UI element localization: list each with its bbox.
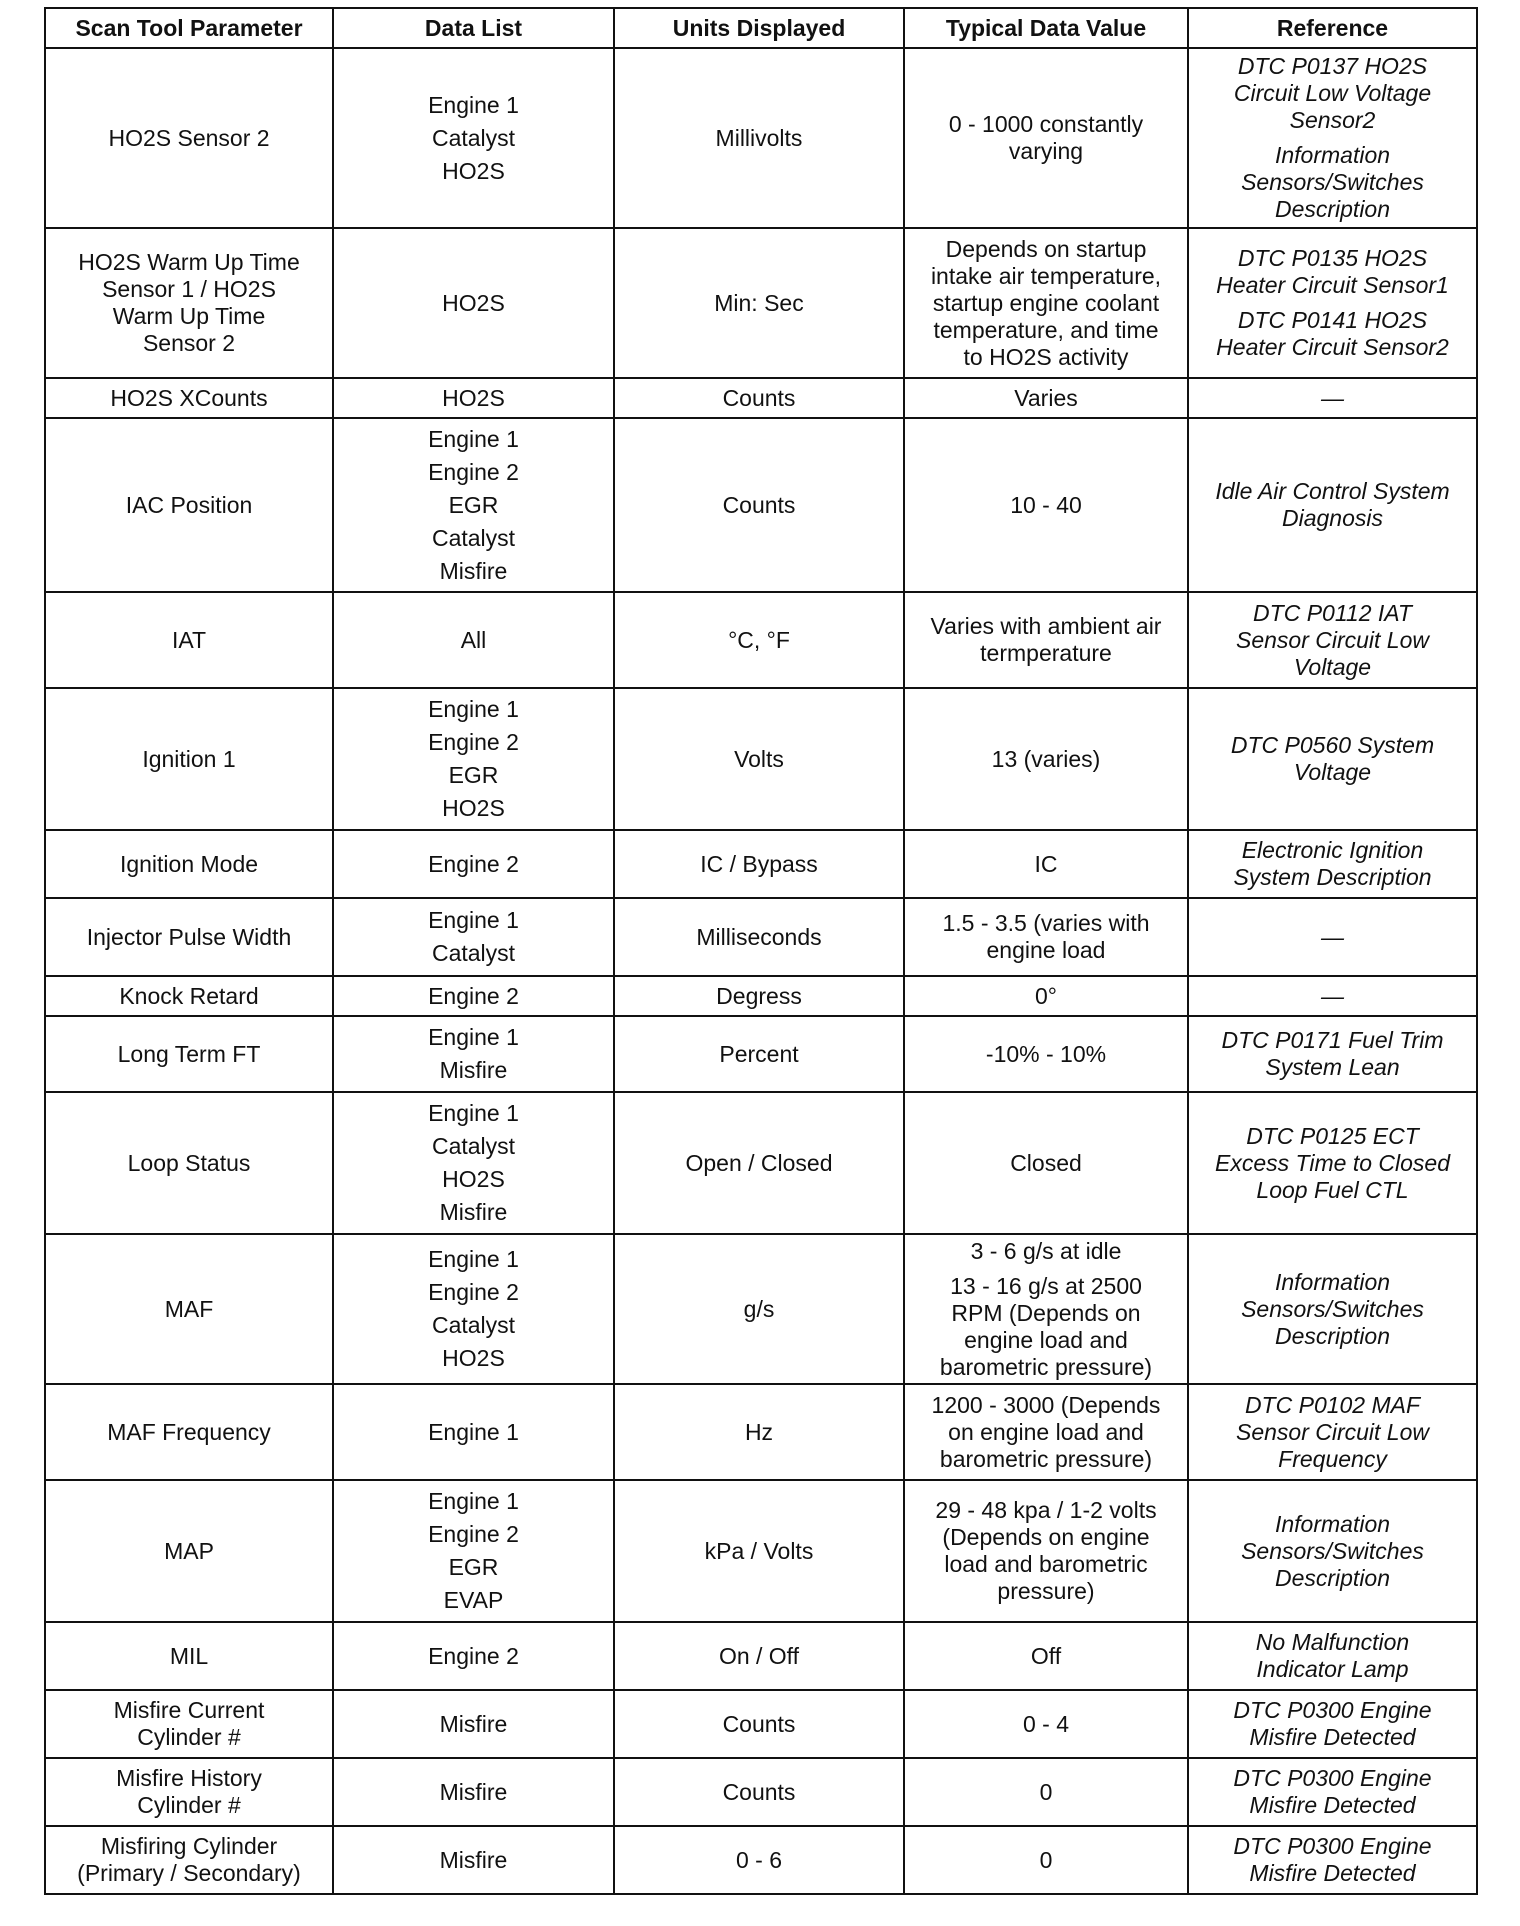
cell-typical-data-value-line: Depends on startup <box>945 235 1147 262</box>
cell-scan-tool-parameter-line: MAF Frequency <box>107 1418 271 1445</box>
cell-typical-data-value <box>904 1622 1188 1690</box>
cell-data-list-line: Engine 2 <box>428 982 519 1009</box>
cell-reference <box>1188 378 1477 418</box>
cell-reference-line: Voltage <box>1293 759 1372 785</box>
cell-data-list-line: Engine 1 <box>428 425 519 452</box>
cell-data-list-line: HO2S <box>442 384 505 411</box>
cell-reference-line: Indicator Lamp <box>1256 1656 1409 1682</box>
cell-typical-data-value-line: (Depends on engine <box>942 1524 1150 1550</box>
cell-scan-tool-parameter-line: MIL <box>169 1642 209 1669</box>
cell-units-displayed-line: g/s <box>743 1295 775 1322</box>
cell-reference-line: Misfire Detected <box>1249 1792 1416 1818</box>
cell-typical-data-value <box>904 688 1188 830</box>
cell-units-displayed-line: Min: Sec <box>714 289 804 316</box>
cell-reference <box>1188 418 1477 592</box>
cell-typical-data-value-line: engine load and <box>964 1326 1128 1353</box>
cell-reference-line: System Description <box>1233 864 1432 890</box>
cell-units-displayed-line: Millivolts <box>715 124 803 151</box>
cell-data-list <box>333 1826 614 1894</box>
table-row <box>45 1758 1477 1826</box>
cell-units-displayed <box>614 1622 904 1690</box>
cell-reference-line: Sensors/Switches <box>1241 1537 1424 1564</box>
cell-scan-tool-parameter-line: Cylinder # <box>137 1792 241 1818</box>
cell-data-list-line: Engine 2 <box>428 1279 519 1305</box>
header-typical-data-value: Typical Data Value <box>904 8 1188 48</box>
cell-reference-line: Sensor Circuit Low <box>1235 626 1430 653</box>
cell-scan-tool-parameter <box>45 1016 333 1092</box>
cell-typical-data-value-line: 0° <box>1035 982 1057 1009</box>
cell-scan-tool-parameter-line: Ignition Mode <box>119 850 259 877</box>
cell-reference-line: Circuit Low Voltage <box>1233 80 1432 106</box>
paragraph-gap <box>1195 134 1470 142</box>
cell-data-list-line: Engine 1 <box>428 1024 519 1050</box>
table-row <box>45 1384 1477 1480</box>
cell-units-displayed-line: kPa / Volts <box>704 1537 814 1564</box>
cell-reference <box>1188 1016 1477 1092</box>
cell-units-displayed <box>614 830 904 898</box>
cell-units-displayed <box>614 1480 904 1622</box>
cell-typical-data-value-line: Closed <box>1010 1149 1082 1176</box>
cell-units-displayed <box>614 1690 904 1758</box>
cell-reference-line: Information <box>1274 1510 1391 1537</box>
cell-scan-tool-parameter <box>45 976 333 1016</box>
cell-reference-line: DTC P0135 HO2S <box>1237 245 1428 271</box>
cell-data-list-line: All <box>460 626 487 653</box>
cell-data-list-line: Catalyst <box>431 940 516 966</box>
table-row <box>45 898 1477 976</box>
cell-data-list-line: Engine 1 <box>428 696 519 722</box>
table-row <box>45 830 1477 898</box>
cell-reference-line: — <box>1321 982 1344 1009</box>
cell-reference-line: — <box>1321 384 1344 411</box>
cell-scan-tool-parameter-line: Long Term FT <box>117 1040 261 1067</box>
cell-scan-tool-parameter <box>45 1690 333 1758</box>
cell-typical-data-value-line: termperature <box>980 640 1112 666</box>
cell-data-list-line: Misfire <box>439 1710 508 1737</box>
table-row <box>45 1690 1477 1758</box>
cell-typical-data-value-line: engine load <box>986 937 1106 963</box>
cell-units-displayed-line: Volts <box>734 745 784 772</box>
cell-reference-line: Sensors/Switches <box>1241 1295 1424 1322</box>
cell-reference-line: DTC P0300 Engine <box>1233 1765 1432 1791</box>
cell-data-list <box>333 48 614 228</box>
cell-data-list <box>333 976 614 1016</box>
cell-typical-data-value <box>904 1758 1188 1826</box>
cell-typical-data-value-line: 0 - 1000 constantly <box>948 111 1144 137</box>
cell-reference-line: Idle Air Control System <box>1215 478 1450 504</box>
table-row <box>45 1016 1477 1092</box>
cell-data-list <box>333 898 614 976</box>
header-row <box>45 8 1477 48</box>
cell-reference <box>1188 976 1477 1016</box>
cell-typical-data-value-line: barometric pressure) <box>939 1353 1153 1380</box>
cell-data-list-line: HO2S <box>442 289 505 316</box>
cell-units-displayed-line: Counts <box>722 384 796 411</box>
cell-scan-tool-parameter-line: Injector Pulse Width <box>86 923 292 950</box>
cell-units-displayed-line: 0 - 6 <box>735 1846 783 1873</box>
cell-scan-tool-parameter-line: Misfiring Cylinder <box>100 1833 278 1859</box>
cell-reference <box>1188 1690 1477 1758</box>
cell-scan-tool-parameter <box>45 1234 333 1384</box>
cell-data-list-line: EGR <box>448 762 499 788</box>
cell-data-list-line: Engine 1 <box>428 1418 519 1445</box>
cell-units-displayed <box>614 1016 904 1092</box>
cell-units-displayed <box>614 1826 904 1894</box>
cell-data-list-line: Engine 1 <box>428 1246 519 1272</box>
cell-typical-data-value <box>904 976 1188 1016</box>
cell-typical-data-value-line: intake air temperature, <box>930 262 1162 289</box>
cell-scan-tool-parameter-line: Ignition 1 <box>142 745 236 772</box>
cell-reference-line: Description <box>1274 1322 1391 1349</box>
cell-scan-tool-parameter <box>45 592 333 688</box>
cell-reference-line: — <box>1321 923 1344 950</box>
cell-units-displayed-line: Counts <box>722 491 796 518</box>
table-row <box>45 976 1477 1016</box>
cell-reference <box>1188 1622 1477 1690</box>
cell-typical-data-value-line: Varies <box>1014 384 1078 411</box>
cell-reference-line: Heater Circuit Sensor1 <box>1216 272 1449 298</box>
cell-units-displayed <box>614 228 904 378</box>
table-row <box>45 1826 1477 1894</box>
cell-scan-tool-parameter <box>45 1826 333 1894</box>
cell-scan-tool-parameter-line: Misfire Current <box>113 1697 265 1723</box>
cell-units-displayed-line: On / Off <box>718 1642 800 1669</box>
cell-typical-data-value-line: Off <box>1030 1642 1062 1669</box>
cell-scan-tool-parameter <box>45 830 333 898</box>
cell-units-displayed <box>614 378 904 418</box>
cell-data-list-line: Engine 1 <box>428 1488 519 1514</box>
cell-data-list-line: Engine 2 <box>428 1521 519 1547</box>
cell-data-list <box>333 1384 614 1480</box>
cell-reference-line: DTC P0300 Engine <box>1233 1833 1432 1859</box>
cell-typical-data-value-line: temperature, and time <box>933 316 1159 343</box>
cell-reference <box>1188 1758 1477 1826</box>
cell-data-list-line: Engine 2 <box>428 850 519 877</box>
cell-reference-line: DTC P0112 IAT <box>1253 599 1412 626</box>
cell-data-list-line: Engine 1 <box>428 1100 519 1126</box>
cell-reference-line: Loop Fuel CTL <box>1256 1176 1409 1203</box>
cell-reference <box>1188 1480 1477 1622</box>
cell-units-displayed-line: Milliseconds <box>696 923 822 950</box>
cell-typical-data-value-line: load and barometric <box>944 1551 1148 1577</box>
cell-scan-tool-parameter <box>45 1480 333 1622</box>
cell-data-list-line: HO2S <box>442 1166 505 1192</box>
cell-typical-data-value-line: 0 <box>1039 1778 1053 1805</box>
cell-units-displayed <box>614 592 904 688</box>
cell-typical-data-value-line: 0 <box>1039 1846 1053 1873</box>
table-row <box>45 688 1477 830</box>
cell-scan-tool-parameter <box>45 228 333 378</box>
cell-typical-data-value <box>904 898 1188 976</box>
cell-scan-tool-parameter <box>45 898 333 976</box>
cell-scan-tool-parameter-line: (Primary / Secondary) <box>77 1860 301 1886</box>
cell-data-list-line: HO2S <box>442 795 505 821</box>
cell-reference-line: Heater Circuit Sensor2 <box>1216 334 1449 360</box>
cell-reference-line: Sensor Circuit Low <box>1235 1418 1430 1445</box>
cell-data-list <box>333 1622 614 1690</box>
table-row <box>45 1092 1477 1234</box>
cell-typical-data-value <box>904 1480 1188 1622</box>
cell-typical-data-value <box>904 1092 1188 1234</box>
cell-scan-tool-parameter <box>45 1622 333 1690</box>
table-row <box>45 48 1477 228</box>
cell-data-list-line: Misfire <box>439 1846 508 1873</box>
cell-typical-data-value-line: -10% - 10% <box>985 1040 1107 1067</box>
cell-data-list-line: Engine 2 <box>428 729 519 755</box>
cell-units-displayed <box>614 898 904 976</box>
cell-typical-data-value-line: 10 - 40 <box>1010 491 1082 518</box>
cell-typical-data-value <box>904 378 1188 418</box>
cell-typical-data-value <box>904 1384 1188 1480</box>
page <box>44 7 1476 1895</box>
cell-typical-data-value-line: 1.5 - 3.5 (varies with <box>942 910 1150 936</box>
cell-typical-data-value-line: barometric pressure) <box>939 1445 1153 1472</box>
cell-data-list <box>333 592 614 688</box>
cell-typical-data-value <box>904 1234 1188 1384</box>
header-scan-tool-parameter: Scan Tool Parameter <box>45 8 333 48</box>
cell-units-displayed-line: Percent <box>719 1040 799 1067</box>
cell-data-list-line: Misfire <box>439 1057 508 1083</box>
cell-units-displayed-line: Counts <box>722 1710 796 1737</box>
cell-data-list-line: Misfire <box>439 1199 508 1225</box>
table-row <box>45 418 1477 592</box>
cell-reference-line: Frequency <box>1278 1445 1387 1472</box>
cell-scan-tool-parameter <box>45 1758 333 1826</box>
paragraph-gap <box>1195 299 1470 307</box>
cell-data-list-line: Engine 1 <box>428 907 519 933</box>
header-units-displayed: Units Displayed <box>614 8 904 48</box>
cell-data-list-line: Misfire <box>439 557 508 584</box>
cell-data-list-line: Engine 2 <box>428 458 519 485</box>
cell-typical-data-value <box>904 1690 1188 1758</box>
cell-reference-line: Sensor2 <box>1289 107 1376 133</box>
cell-units-displayed-line: Degress <box>716 982 802 1009</box>
cell-typical-data-value-line: 0 - 4 <box>1022 1710 1070 1737</box>
cell-units-displayed <box>614 48 904 228</box>
table-row <box>45 1480 1477 1622</box>
cell-units-displayed <box>614 976 904 1016</box>
cell-typical-data-value <box>904 228 1188 378</box>
cell-typical-data-value-line: 13 (varies) <box>991 745 1101 772</box>
cell-reference-line: DTC P0125 ECT <box>1246 1122 1419 1149</box>
cell-reference-line: No Malfunction <box>1255 1629 1410 1655</box>
cell-reference <box>1188 48 1477 228</box>
table-row <box>45 228 1477 378</box>
cell-reference <box>1188 1092 1477 1234</box>
cell-data-list <box>333 1690 614 1758</box>
cell-reference-line: Misfire Detected <box>1249 1724 1416 1750</box>
scan-tool-data-table <box>44 7 1478 1895</box>
cell-reference <box>1188 1826 1477 1894</box>
paragraph-gap <box>911 1265 1181 1273</box>
cell-reference-line: DTC P0141 HO2S <box>1237 307 1428 333</box>
cell-reference <box>1188 830 1477 898</box>
cell-typical-data-value-line: IC <box>1034 850 1058 877</box>
cell-data-list <box>333 418 614 592</box>
cell-typical-data-value-line: 13 - 16 g/s at 2500 <box>950 1272 1142 1299</box>
cell-units-displayed-line: IC / Bypass <box>700 850 818 877</box>
cell-data-list <box>333 1758 614 1826</box>
cell-units-displayed <box>614 1758 904 1826</box>
cell-data-list-line: HO2S <box>442 1345 505 1371</box>
cell-scan-tool-parameter <box>45 1092 333 1234</box>
cell-reference-line: Information <box>1274 1268 1391 1295</box>
cell-data-list <box>333 378 614 418</box>
cell-scan-tool-parameter-line: IAC Position <box>125 491 253 518</box>
cell-reference-line: Description <box>1274 196 1391 222</box>
cell-data-list-line: Catalyst <box>431 124 516 151</box>
cell-units-displayed <box>614 1092 904 1234</box>
cell-reference <box>1188 1234 1477 1384</box>
cell-data-list <box>333 1480 614 1622</box>
cell-units-displayed <box>614 1234 904 1384</box>
cell-typical-data-value-line: 1200 - 3000 (Depends <box>931 1391 1161 1418</box>
cell-scan-tool-parameter-line: HO2S Warm Up Time <box>78 249 300 275</box>
cell-data-list-line: Engine 2 <box>428 1642 519 1669</box>
cell-scan-tool-parameter-line: HO2S XCounts <box>110 384 268 411</box>
cell-data-list <box>333 1234 614 1384</box>
cell-reference-line: Description <box>1274 1564 1391 1591</box>
cell-scan-tool-parameter-line: Sensor 1 / HO2S <box>102 276 276 302</box>
cell-scan-tool-parameter <box>45 48 333 228</box>
cell-data-list-line: HO2S <box>442 157 505 184</box>
cell-scan-tool-parameter-line: MAF <box>164 1295 214 1322</box>
cell-data-list <box>333 1092 614 1234</box>
cell-data-list-line: Catalyst <box>431 524 516 551</box>
cell-scan-tool-parameter-line: Knock Retard <box>119 982 259 1009</box>
cell-units-displayed-line: °C, °F <box>728 626 790 653</box>
cell-data-list <box>333 1016 614 1092</box>
cell-typical-data-value-line: pressure) <box>997 1578 1095 1604</box>
cell-reference <box>1188 898 1477 976</box>
cell-data-list <box>333 830 614 898</box>
cell-data-list-line: EGR <box>448 1554 499 1580</box>
cell-reference-line: Sensors/Switches <box>1241 169 1424 195</box>
cell-reference-line: DTC P0560 System <box>1230 732 1435 758</box>
cell-reference-line: Excess Time to Closed <box>1215 1149 1450 1176</box>
cell-scan-tool-parameter-line: Loop Status <box>127 1149 251 1176</box>
header-reference: Reference <box>1188 8 1477 48</box>
cell-scan-tool-parameter-line: Misfire History <box>116 1765 262 1791</box>
cell-data-list-line: Engine 1 <box>428 91 519 118</box>
table-row <box>45 592 1477 688</box>
cell-typical-data-value-line: 3 - 6 g/s at idle <box>970 1237 1122 1264</box>
cell-scan-tool-parameter-line: MAP <box>164 1537 214 1564</box>
cell-scan-tool-parameter <box>45 688 333 830</box>
cell-typical-data-value <box>904 592 1188 688</box>
cell-typical-data-value <box>904 418 1188 592</box>
cell-reference-line: System Lean <box>1265 1054 1400 1080</box>
cell-units-displayed-line: Open / Closed <box>685 1149 833 1176</box>
table-body <box>45 48 1477 1894</box>
cell-typical-data-value <box>904 1016 1188 1092</box>
cell-reference-line: Diagnosis <box>1282 505 1383 531</box>
cell-units-displayed <box>614 688 904 830</box>
table-row <box>45 1234 1477 1384</box>
header-data-list: Data List <box>333 8 614 48</box>
cell-data-list <box>333 688 614 830</box>
cell-units-displayed <box>614 1384 904 1480</box>
cell-data-list-line: Misfire <box>439 1778 508 1805</box>
cell-typical-data-value-line: Varies with ambient air <box>930 613 1162 639</box>
cell-scan-tool-parameter-line: Sensor 2 <box>142 330 236 356</box>
cell-typical-data-value-line: 29 - 48 kpa / 1-2 volts <box>935 1497 1157 1523</box>
cell-data-list-line: EVAP <box>443 1587 504 1613</box>
cell-reference-line: DTC P0137 HO2S <box>1237 53 1428 79</box>
cell-units-displayed-line: Counts <box>722 1778 796 1805</box>
cell-reference <box>1188 1384 1477 1480</box>
cell-reference-line: DTC P0300 Engine <box>1233 1697 1432 1723</box>
cell-scan-tool-parameter-line: IAT <box>171 626 207 653</box>
cell-scan-tool-parameter <box>45 1384 333 1480</box>
cell-typical-data-value-line: varying <box>1008 138 1084 164</box>
cell-units-displayed <box>614 418 904 592</box>
table-row <box>45 1622 1477 1690</box>
cell-reference-line: DTC P0102 MAF <box>1244 1391 1421 1418</box>
cell-units-displayed-line: Hz <box>744 1418 774 1445</box>
cell-typical-data-value-line: startup engine coolant <box>932 289 1160 316</box>
cell-scan-tool-parameter <box>45 418 333 592</box>
cell-data-list-line: Catalyst <box>431 1312 516 1338</box>
cell-scan-tool-parameter-line: Warm Up Time <box>112 303 266 329</box>
table-row <box>45 378 1477 418</box>
cell-reference <box>1188 688 1477 830</box>
cell-data-list <box>333 228 614 378</box>
cell-scan-tool-parameter-line: HO2S Sensor 2 <box>108 124 270 151</box>
cell-reference-line: Information <box>1274 142 1391 168</box>
cell-typical-data-value-line: on engine load and <box>948 1418 1144 1445</box>
cell-scan-tool-parameter-line: Cylinder # <box>137 1724 241 1750</box>
cell-data-list-line: Catalyst <box>431 1133 516 1159</box>
cell-reference-line: Voltage <box>1293 653 1372 680</box>
cell-reference-line: Electronic Ignition <box>1241 837 1424 863</box>
cell-typical-data-value <box>904 830 1188 898</box>
cell-typical-data-value-line: RPM (Depends on <box>951 1299 1141 1326</box>
cell-data-list-line: EGR <box>448 491 499 518</box>
cell-reference-line: Misfire Detected <box>1249 1860 1416 1886</box>
cell-reference <box>1188 592 1477 688</box>
cell-reference <box>1188 228 1477 378</box>
cell-reference-line: DTC P0171 Fuel Trim <box>1221 1027 1444 1053</box>
cell-typical-data-value <box>904 1826 1188 1894</box>
cell-typical-data-value-line: to HO2S activity <box>963 343 1129 370</box>
cell-scan-tool-parameter <box>45 378 333 418</box>
cell-typical-data-value <box>904 48 1188 228</box>
